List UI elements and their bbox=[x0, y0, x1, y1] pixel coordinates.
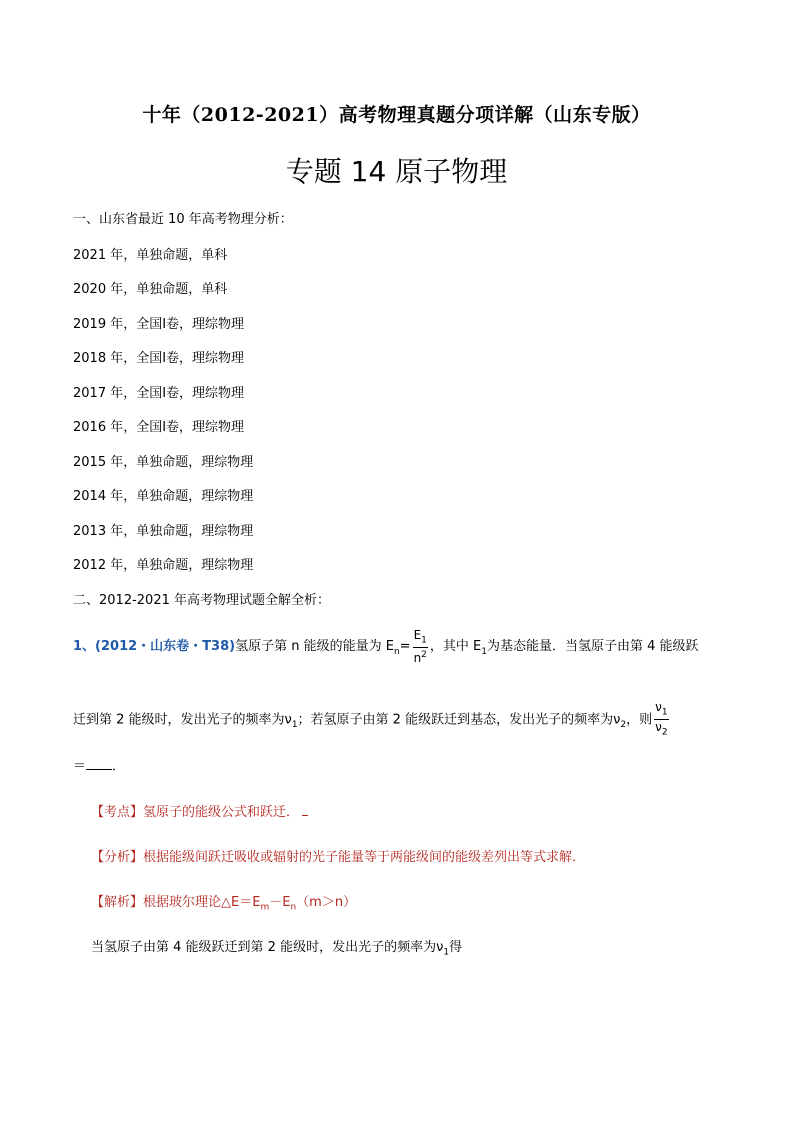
section1-heading: 一、山东省最近 10 年高考物理分析： bbox=[73, 212, 293, 227]
question-line-3 bbox=[73, 755, 125, 774]
year-line-2012: 2012 年，单独命题，理综物理 bbox=[73, 558, 254, 573]
question-line2-b: ；若氢原子由第 2 能级跃迁到基态，发出光子的频率为ν bbox=[297, 712, 621, 728]
question-text-c: 为基态能量．当氢原子由第 4 能级跃 bbox=[487, 639, 699, 655]
red-underscore-mark bbox=[302, 815, 308, 816]
year-line-2018: 2018 年，全国Ⅰ卷，理综物理 bbox=[73, 351, 245, 366]
jiexi-sub-m: m bbox=[260, 902, 270, 913]
energy-fraction-numerator: $E_1$ bbox=[413, 628, 428, 648]
jiexi-text-b: －E bbox=[269, 895, 291, 910]
nu1-sub: 1 bbox=[291, 719, 298, 730]
energy-fraction-denominator: $n^2$ bbox=[413, 650, 427, 666]
question-line-2 bbox=[73, 700, 671, 740]
year-line-2021: 2021 年，单独命题，单科 bbox=[73, 248, 228, 263]
question-sub-n: n bbox=[393, 646, 400, 657]
year-line-2020: 2020 年，单独命题，单科 bbox=[73, 282, 228, 297]
energy-fraction bbox=[413, 628, 428, 665]
year-line-2015: 2015 年，单独命题，理综物理 bbox=[73, 455, 254, 470]
section2-heading: 二、2012-2021 年高考物理试题全解全析： bbox=[73, 593, 330, 608]
jiexi-sub-n: n bbox=[290, 902, 297, 913]
kaodian-text: 氢原子的能级公式和跃迁． bbox=[143, 805, 300, 820]
frequency-ratio-fraction bbox=[654, 700, 668, 740]
question-label: 1、(2012・山东卷・T38) bbox=[73, 639, 236, 655]
year-line-2013: 2013 年，单独命题，理综物理 bbox=[73, 524, 254, 539]
question-text-a: 氢原子第 n 能级的能量为 E bbox=[235, 639, 394, 655]
document-subtitle: 专题 14 原子物理 bbox=[285, 155, 508, 188]
question-eq: = bbox=[399, 639, 411, 655]
question-line-1 bbox=[73, 628, 699, 665]
kaodian-tag: 【考点】 bbox=[91, 805, 144, 820]
answer-blank bbox=[86, 759, 112, 770]
year-line-2019: 2019 年，全国Ⅰ卷，理综物理 bbox=[73, 317, 245, 332]
solution-line-1 bbox=[91, 936, 462, 958]
nu2-sub: 2 bbox=[620, 719, 627, 730]
fenxi-line bbox=[91, 846, 585, 865]
question-line2-c: ，则 bbox=[626, 712, 653, 728]
question-sub-1: 1 bbox=[481, 646, 487, 657]
kaodian-line bbox=[91, 801, 308, 820]
ratio-numerator: $\nu_1$ bbox=[654, 700, 668, 720]
document-title: 十年（2012-2021）高考物理真题分项详解（山东专版） bbox=[142, 104, 651, 126]
ratio-denominator: $\nu_2$ bbox=[655, 720, 668, 738]
year-line-2017: 2017 年，全国Ⅰ卷，理综物理 bbox=[73, 386, 245, 401]
year-line-2016: 2016 年，全国Ⅰ卷，理综物理 bbox=[73, 420, 245, 435]
question-line2-a: 迁到第 2 能级时，发出光子的频率为ν bbox=[73, 712, 292, 728]
jiexi-line bbox=[91, 891, 356, 913]
jiexi-text-a: 根据玻尔理论△E＝E bbox=[143, 895, 261, 910]
question-line3-b: ． bbox=[112, 759, 126, 774]
jiexi-tag: 【解析】 bbox=[91, 895, 144, 910]
last-line-b: 得 bbox=[449, 940, 463, 955]
question-line3-a: ＝ bbox=[73, 759, 87, 774]
jiexi-text-c: （m＞n） bbox=[296, 895, 357, 910]
last-line-sub: 1 bbox=[443, 947, 450, 958]
year-line-2014: 2014 年，单独命题，理综物理 bbox=[73, 489, 254, 504]
fenxi-text: 根据能级间跃迁吸收或辐射的光子能量等于两能级间的能级差列出等式求解． bbox=[143, 850, 586, 865]
fenxi-tag: 【分析】 bbox=[91, 850, 144, 865]
last-line-a: 当氢原子由第 4 能级跃迁到第 2 能级时，发出光子的频率为ν bbox=[91, 940, 444, 955]
question-text-b: ，其中 E bbox=[429, 639, 482, 655]
